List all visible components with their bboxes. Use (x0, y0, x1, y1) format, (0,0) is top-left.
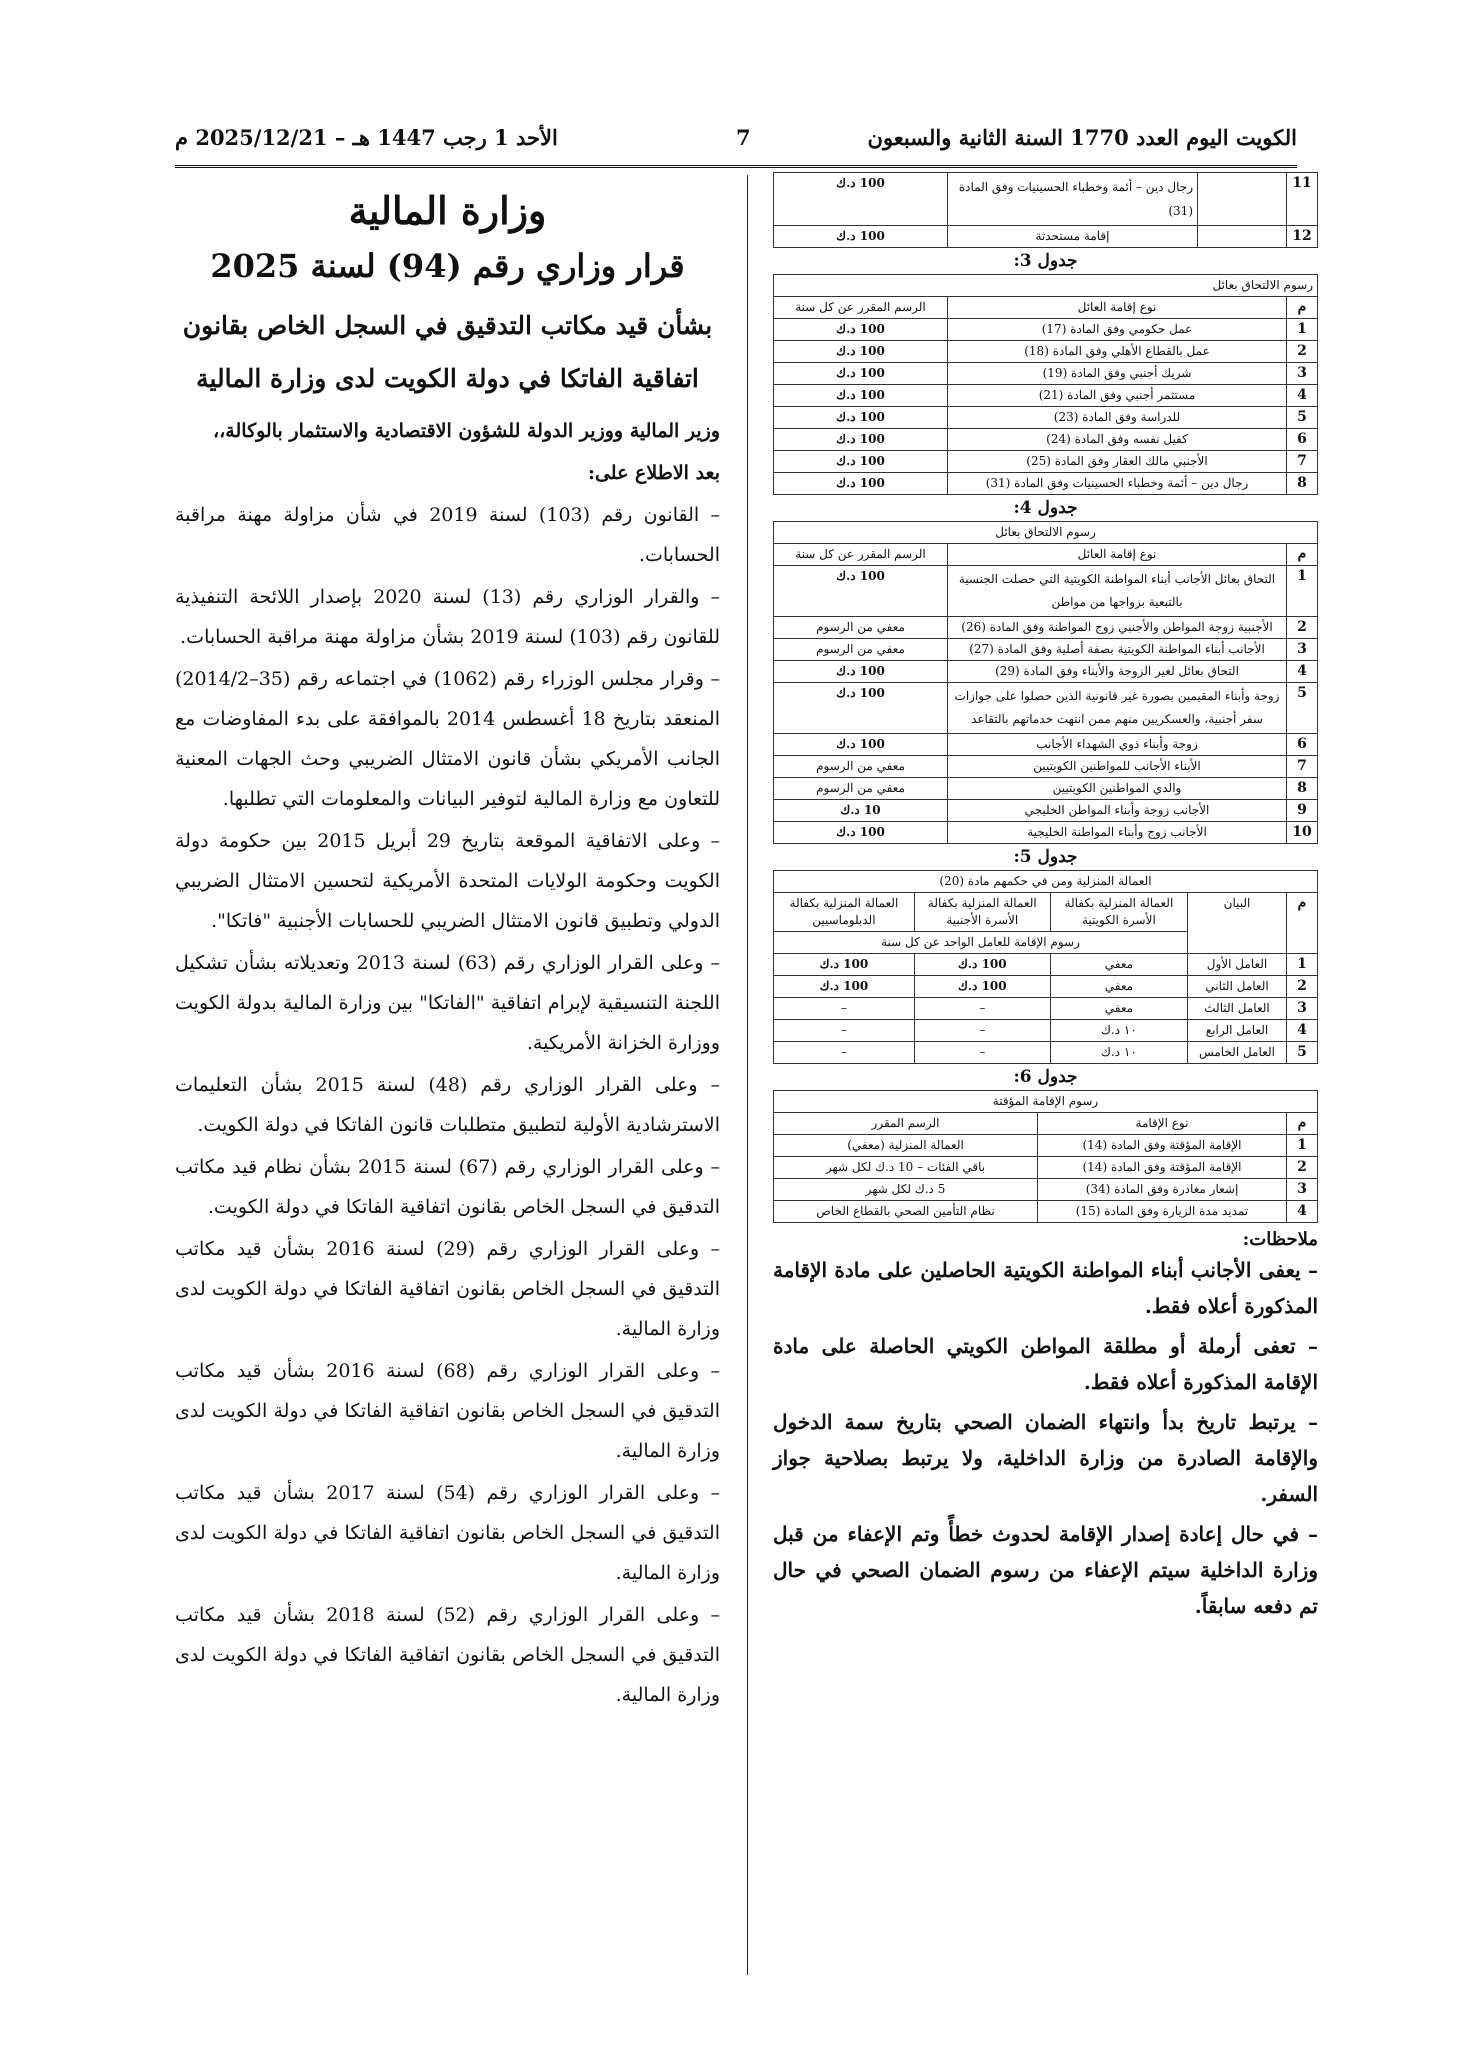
col-header: م (1287, 297, 1318, 319)
col-header: الرسم المقرر عن كل سنة (774, 297, 948, 319)
table-row (774, 1042, 1318, 1064)
row-number: 5 (1287, 1042, 1318, 1064)
row-number: 4 (1287, 1020, 1318, 1042)
issue-info: الكويت اليوم العدد 1770 السنة الثانية والسبعون (867, 125, 1297, 150)
fee-value: باقي الفئات – 10 د.ك لكل شهر (774, 1157, 1038, 1179)
residence-type: رجال دين – أئمة وخطباء الحسينيات وفق المادة (31) (948, 473, 1287, 495)
residence-type: كفيل نفسه وفق المادة (24) (948, 429, 1287, 451)
row-number: 3 (1287, 1179, 1318, 1201)
decree-subject: بشأن قيد مكاتب التدقيق في السجل الخاص بقانون اتفاقية الفاتكا في دولة الكويت لدى وزارة المالية (182, 311, 713, 393)
residence-type: شريك أجنبي وفق المادة (19) (948, 363, 1287, 385)
decree-paragraph: – وعلى القرار الوزاري رقم (67) لسنة 2015 بشأن نظام قيد مكاتب التدقيق في السجل الخاص بقانون اتفاقية الفاتكا في دولة الكويت. (175, 1156, 720, 1218)
table-row (774, 683, 1318, 734)
fee-value: العمالة المنزلية (معفي) (774, 1135, 1038, 1157)
table-row (774, 734, 1318, 756)
fee-diplomat: – (774, 1042, 915, 1064)
residence-type: الأجنبي مالك العقار وفق المادة (25) (948, 451, 1287, 473)
table-row (774, 319, 1318, 341)
residence-type: الأجانب زوجة وأبناء المواطن الخليجي (948, 800, 1287, 822)
table-row (774, 473, 1318, 495)
table-row (774, 363, 1318, 385)
table-title: العمالة المنزلية ومن في حكمهم مادة (20) (774, 871, 1318, 893)
decree-paragraph: – والقرار الوزاري رقم (13) لسنة 2020 بإصدار اللائحة التنفيذية للقانون رقم (103) لسنة 2019 بشأن مزاولة مهنة مراقبة الحسابات. (175, 586, 720, 648)
decree-intro: وزير المالية ووزير الدولة للشؤون الاقتصادية والاستثمار بالوكالة،، (213, 420, 720, 442)
row-number: 5 (1287, 407, 1318, 429)
fee-kuwaiti: معفي (1050, 998, 1187, 1020)
fee-foreign: – (914, 998, 1050, 1020)
residence-type: للدراسة وفق المادة (23) (948, 407, 1287, 429)
fee-foreign: – (914, 1042, 1050, 1064)
table-row (774, 451, 1318, 473)
right-column (773, 172, 1318, 1628)
note-item: – يعفى الأجانب أبناء المواطنة الكويتية الحاصلين على مادة الإقامة المذكورة أعلاه فقط. (773, 1258, 1318, 1318)
table-continued (773, 172, 1318, 248)
fee-kuwaiti: معفي (1050, 954, 1187, 976)
fee-value: 100 د.ك (774, 683, 948, 734)
table-6 (773, 1090, 1318, 1223)
note-item: – تعفى أرملة أو مطلقة المواطن الكويتي الحاصلة على مادة الإقامة المذكورة أعلاه فقط. (773, 1334, 1318, 1394)
table-row (774, 1201, 1318, 1223)
fee-foreign: – (914, 1020, 1050, 1042)
table-row (774, 226, 1318, 248)
column-divider (747, 175, 748, 1975)
fee-value: 100 د.ك (774, 226, 948, 248)
row-number: 9 (1287, 800, 1318, 822)
table-row (774, 998, 1318, 1020)
table-row (774, 1157, 1318, 1179)
col-header: نوع إقامة العائل (948, 297, 1287, 319)
row-number: 7 (1287, 451, 1318, 473)
residence-type: الأجانب أبناء المواطنة الكويتية بصفة أصلية وفق المادة (27) (948, 639, 1287, 661)
col-header: م (1287, 893, 1318, 954)
row-number: 1 (1287, 319, 1318, 341)
table3-caption: جدول 3: (1013, 251, 1078, 271)
fee-value: نظام التأمين الصحي بالقطاع الخاص (774, 1201, 1038, 1223)
table-row (774, 617, 1318, 639)
row-number: 3 (1287, 363, 1318, 385)
decree-paragraph: – وعلى القرار الوزاري رقم (63) لسنة 2013 وتعديلاته بشأن تشكيل اللجنة التنسيقية لإبرام اتفاقية "الفاتكا" بين وزارة المالية بدولة الكويت ووزارة الخزانة الأمريكية. (175, 952, 721, 1054)
row-number: 11 (1287, 173, 1318, 226)
table-row (774, 173, 1318, 226)
residence-type: والدي المواطنين الكويتيين (948, 778, 1287, 800)
fee-diplomat: – (774, 1020, 915, 1042)
fee-diplomat: 100 د.ك (774, 954, 915, 976)
fee-value: 100 د.ك (774, 341, 948, 363)
blank-cell (1198, 173, 1287, 226)
table6-caption: جدول 6: (1013, 1067, 1078, 1087)
worker-label: العامل الثاني (1188, 976, 1287, 998)
fee-foreign: 100 د.ك (914, 976, 1050, 998)
row-number: 2 (1287, 341, 1318, 363)
table-row (774, 822, 1318, 844)
residence-type: زوجة وأبناء ذوي الشهداء الأجانب (948, 734, 1287, 756)
fee-value: معفي من الرسوم (774, 639, 948, 661)
fee-diplomat: – (774, 998, 915, 1020)
note-item: – يرتبط تاريخ بدأ وانتهاء الضمان الصحي بتاريخ سمة الدخول والإقامة الصادرة من وزارة الداخلية، ولا يرتبط بصلاحية جواز السفر. (773, 1410, 1318, 1506)
decree-paragraph: – وعلى القرار الوزاري رقم (48) لسنة 2015 بشأن التعليمات الاسترشادية الأولية لتطبيق متطلبات قانون الفاتكا في دولة الكويت. (175, 1074, 721, 1136)
fee-value: 5 د.ك لكل شهر (774, 1179, 1038, 1201)
row-number: 1 (1287, 1135, 1318, 1157)
table-5 (773, 870, 1318, 1064)
decree-paragraph: – وعلى الاتفاقية الموقعة بتاريخ 29 أبريل 2015 بين حكومة دولة الكويت وحكومة الولايات المتحدة الأمريكية لتحسين الامتثال الضريبي الدولي وتطبيق قانون الامتثال الضريبي للحسابات الأجنبية "فاتكا". (175, 830, 721, 932)
notes-title: ملاحظات: (1242, 1229, 1318, 1250)
col-header: العمالة المنزلية بكفالة الدبلوماسيين (774, 893, 915, 932)
col-header: نوع الإقامة (1038, 1113, 1287, 1135)
row-number: 1 (1287, 954, 1318, 976)
col-header: نوع إقامة العائل (948, 544, 1287, 566)
table-row (774, 954, 1318, 976)
worker-label: العامل الثالث (1188, 998, 1287, 1020)
issue-date: الأحد 1 رجب 1447 هـ – 2025/12/21 م (175, 125, 558, 150)
table-row (774, 341, 1318, 363)
residence-type: التحاق بعائل الأجانب أبناء المواطنة الكويتية التي حصلت الجنسية بالتبعية بزواجها من مواطن (948, 566, 1287, 617)
fee-value: 100 د.ك (774, 385, 948, 407)
row-number: 2 (1287, 1157, 1318, 1179)
fee-value: 100 د.ك (774, 363, 948, 385)
decree-paragraph: – وعلى القرار الوزاري رقم (52) لسنة 2018 بشأن قيد مكاتب التدقيق في السجل الخاص بقانون اتفاقية الفاتكا في دولة الكويت لدى وزارة المالية. (175, 1604, 720, 1706)
fee-value: 100 د.ك (774, 407, 948, 429)
table-row (774, 1179, 1318, 1201)
col-header: الرسم المقرر عن كل سنة (774, 544, 948, 566)
table-row (774, 566, 1318, 617)
row-number: 6 (1287, 734, 1318, 756)
row-number: 3 (1287, 639, 1318, 661)
decree-title: قرار وزاري رقم (94) لسنة 2025 (210, 247, 685, 285)
table-title: رسوم الالتحاق بعائل (774, 275, 1318, 297)
residence-type: الإقامة المؤقتة وفق المادة (14) (1038, 1157, 1287, 1179)
col-header: البيان (1188, 893, 1287, 954)
table-4 (773, 521, 1318, 844)
fee-value: 100 د.ك (774, 173, 948, 226)
worker-label: العامل الرابع (1188, 1020, 1287, 1042)
residence-type: الأبناء الأجانب للمواطنين الكويتيين (948, 756, 1287, 778)
table-title: رسوم الالتحاق بعائل (774, 522, 1318, 544)
col-header: م (1287, 1113, 1318, 1135)
decree-paragraph: – القانون رقم (103) لسنة 2019 في شأن مزاولة مهنة مراقبة الحسابات. (175, 504, 721, 566)
fee-value: 100 د.ك (774, 734, 948, 756)
row-number: 8 (1287, 778, 1318, 800)
table-row (774, 639, 1318, 661)
fee-value: 100 د.ك (774, 473, 948, 495)
after-review: بعد الاطلاع على: (587, 462, 720, 484)
row-number: 1 (1287, 566, 1318, 617)
fee-foreign: 100 د.ك (914, 954, 1050, 976)
row-number: 5 (1287, 683, 1318, 734)
row-number: 4 (1287, 1201, 1318, 1223)
col-subheader: رسوم الإقامة للعامل الواحد عن كل سنة (774, 932, 1188, 954)
table-row (774, 800, 1318, 822)
residence-type: الأجانب زوج وأبناء المواطنة الخليجية (948, 822, 1287, 844)
row-number: 12 (1287, 226, 1318, 248)
row-number: 2 (1287, 976, 1318, 998)
table-row (774, 778, 1318, 800)
note-item: – في حال إعادة إصدار الإقامة لحدوث خطأً وتم الإعفاء من قبل وزارة الداخلية سيتم الإعفاء من رسوم الضمان الصحي في حال تم دفعه سابقاً. (773, 1522, 1318, 1618)
table-row (774, 1135, 1318, 1157)
row-number: 10 (1287, 822, 1318, 844)
fee-value: معفي من الرسوم (774, 617, 948, 639)
residence-type: عمل حكومي وفق المادة (17) (948, 319, 1287, 341)
row-number: 8 (1287, 473, 1318, 495)
fee-value: 10 د.ك (774, 800, 948, 822)
table-title: رسوم الإقامة المؤقتة (774, 1091, 1318, 1113)
ministry-title: وزارة المالية (348, 188, 547, 233)
col-header: العمالة المنزلية بكفالة الأسرة الأجنبية (914, 893, 1050, 932)
decree-paragraph: – وقرار مجلس الوزراء رقم (1062) في اجتماعه رقم (35–2014/2) المنعقد بتاريخ 18 أغسطس 2014 بالموافقة على بدء المفاوضات مع الجانب الأمريكي بشأن قانون الامتثال الضريبي وحث الجهات المعنية للتعاون مع وزارة المالية لتوفير البيانات والمعلومات التي تطلبها. (175, 668, 720, 810)
fee-value: 100 د.ك (774, 451, 948, 473)
page-number: 7 (736, 125, 751, 150)
row-number: 4 (1287, 661, 1318, 683)
worker-label: العامل الخامس (1188, 1042, 1287, 1064)
col-header: الرسم المقرر (774, 1113, 1038, 1135)
fee-kuwaiti: معفي (1050, 976, 1187, 998)
fee-value: معفي من الرسوم (774, 756, 948, 778)
fee-value: 100 د.ك (774, 566, 948, 617)
table5-caption: جدول 5: (1013, 847, 1078, 867)
table-3 (773, 274, 1318, 495)
decree-paragraph: – وعلى القرار الوزاري رقم (68) لسنة 2016 بشأن قيد مكاتب التدقيق في السجل الخاص بقانون اتفاقية الفاتكا في دولة الكويت لدى وزارة المالية. (175, 1360, 720, 1462)
row-number: 6 (1287, 429, 1318, 451)
fee-kuwaiti: ١٠ د.ك (1050, 1020, 1187, 1042)
table4-caption: جدول 4: (1013, 498, 1078, 518)
residence-type: الإقامة المؤقتة وفق المادة (14) (1038, 1135, 1287, 1157)
residence-type: رجال دين – أئمة وخطباء الحسينيات وفق المادة (31) (948, 173, 1198, 226)
residence-type: إشعار مغادرة وفق المادة (34) (1038, 1179, 1287, 1201)
fee-value: 100 د.ك (774, 661, 948, 683)
table-row (774, 756, 1318, 778)
table-row (774, 976, 1318, 998)
fee-value: معفي من الرسوم (774, 778, 948, 800)
row-number: 7 (1287, 756, 1318, 778)
residence-type: مستثمر أجنبي وفق المادة (21) (948, 385, 1287, 407)
row-number: 3 (1287, 998, 1318, 1020)
residence-type: تمديد مدة الزيارة وفق المادة (15) (1038, 1201, 1287, 1223)
table-row (774, 661, 1318, 683)
decree-paragraph: – وعلى القرار الوزاري رقم (54) لسنة 2017 بشأن قيد مكاتب التدقيق في السجل الخاص بقانون اتفاقية الفاتكا في دولة الكويت لدى وزارة المالية. (175, 1482, 720, 1584)
fee-kuwaiti: ١٠ د.ك (1050, 1042, 1187, 1064)
header-rule (175, 165, 1297, 168)
worker-label: العامل الأول (1188, 954, 1287, 976)
residence-type: إقامة مستحدثة (948, 226, 1198, 248)
residence-type: زوجة وأبناء المقيمين بصورة غير قانونية الذين حصلوا على جوازات سفر أجنبية، والعسكريين منهم ممن انتهت خدماتهم بالتقاعد (948, 683, 1287, 734)
residence-type: الأجنبية زوجة المواطن والأجنبي زوج المواطنة وفق المادة (26) (948, 617, 1287, 639)
fee-value: 100 د.ك (774, 319, 948, 341)
table-row (774, 1020, 1318, 1042)
page-header (175, 125, 1297, 165)
row-number: 4 (1287, 385, 1318, 407)
row-number: 2 (1287, 617, 1318, 639)
left-column (175, 180, 720, 1717)
fee-diplomat: 100 د.ك (774, 976, 915, 998)
decree-paragraph: – وعلى القرار الوزاري رقم (29) لسنة 2016 بشأن قيد مكاتب التدقيق في السجل الخاص بقانون اتفاقية الفاتكا في دولة الكويت لدى وزارة المالية. (175, 1238, 720, 1340)
fee-value: 100 د.ك (774, 822, 948, 844)
col-header: م (1287, 544, 1318, 566)
table-row (774, 407, 1318, 429)
fee-value: 100 د.ك (774, 429, 948, 451)
col-header: العمالة المنزلية بكفالة الأسرة الكويتية (1050, 893, 1187, 932)
table-row (774, 385, 1318, 407)
residence-type: عمل بالقطاع الأهلي وفق المادة (18) (948, 341, 1287, 363)
residence-type: التحاق بعائل لغير الزوجة والأبناء وفق المادة (29) (948, 661, 1287, 683)
table-row (774, 429, 1318, 451)
blank-cell (1198, 226, 1287, 248)
